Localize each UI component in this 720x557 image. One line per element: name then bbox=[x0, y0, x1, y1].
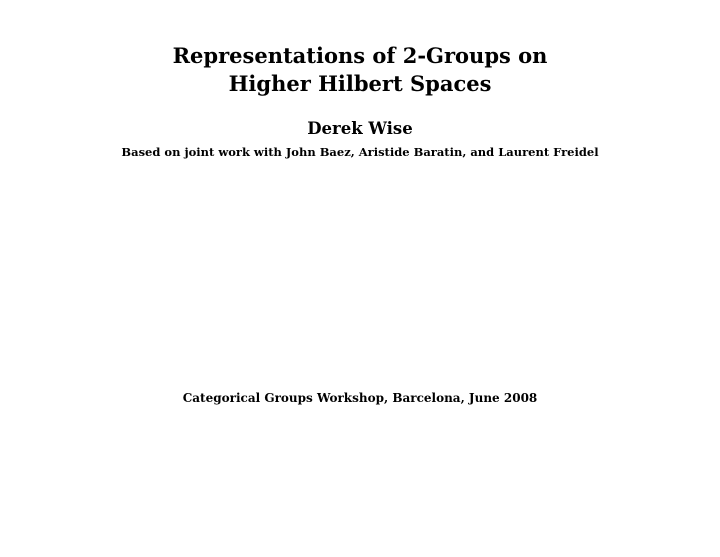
collaborators-credit: Based on joint work with John Baez, Aristide Baratin, and Laurent Freidel bbox=[121, 145, 599, 159]
slide-title-line-2: Higher Hilbert Spaces bbox=[228, 71, 492, 96]
slide-title bbox=[0, 42, 720, 98]
event-venue-date: Categorical Groups Workshop, Barcelona, June 2008 bbox=[182, 391, 538, 405]
slide-title-line-1: Representations of 2-Groups on bbox=[172, 43, 548, 68]
author-name: Derek Wise bbox=[307, 119, 413, 138]
